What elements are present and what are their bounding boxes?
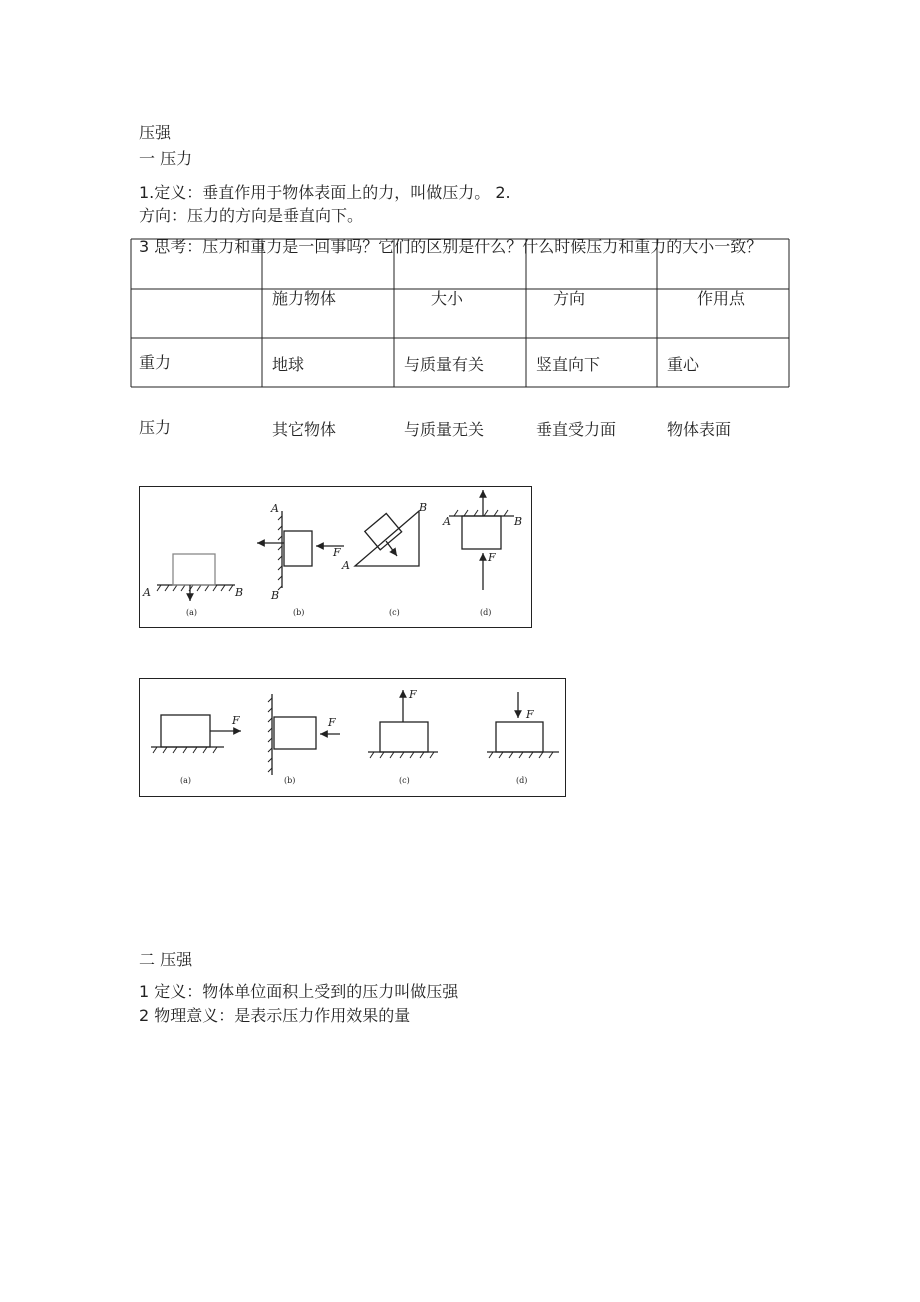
pressure-meaning: 2 物理意义：是表示压力作用效果的量 (139, 1006, 411, 1025)
table-row-label-gravity: 重力 (139, 353, 172, 372)
table-header-direction: 方向 (553, 289, 586, 308)
figure-1-label: A (143, 586, 151, 599)
figure-1-label: F (488, 551, 496, 564)
table-cell: 与质量无关 (404, 420, 485, 439)
section-heading-pressure-force: 一 压力 (139, 149, 193, 168)
pressure-definition: 1 定义：物体单位面积上受到的压力叫做压强 (139, 982, 459, 1001)
figure-1-label: F (333, 546, 341, 559)
direction-line: 方向：压力的方向是垂直向下。 (139, 206, 364, 225)
figure-1-caption: (a) (186, 608, 198, 617)
figure-1-label: B (419, 501, 428, 514)
figure-2-label: F (409, 688, 417, 701)
table-cell: 地球 (272, 355, 305, 374)
figure-1-label: B (235, 586, 244, 599)
figure-2-label: F (328, 716, 336, 729)
figure-1-label: A (443, 515, 451, 528)
figure-1-force-diagrams (139, 486, 533, 630)
figure-1-label: B (514, 515, 523, 528)
table-header-point: 作用点 (697, 289, 746, 308)
figure-1-caption: (d) (480, 608, 492, 617)
figure-2-caption: (d) (516, 776, 528, 785)
figure-2-label: F (526, 708, 534, 721)
thinking-question: 3 思考：压力和重力是一回事吗？它们的区别是什么？什么时候压力和重力的大小一致？ (139, 237, 763, 256)
table-header-source: 施力物体 (272, 289, 337, 308)
table-cell: 垂直受力面 (536, 420, 617, 439)
figure-1-label: A (342, 559, 350, 572)
figure-2-caption: (a) (180, 776, 192, 785)
table-row-label-pressure: 压力 (139, 418, 172, 437)
definition-line: 1.定义：垂直作用于物体表面上的力，叫做压力。 2. (139, 183, 511, 202)
page-title: 压强 (139, 123, 172, 142)
table-cell: 与质量有关 (404, 355, 485, 374)
table-cell: 物体表面 (667, 420, 732, 439)
figure-2-label: F (232, 714, 240, 727)
figure-1-label: B (271, 589, 280, 602)
table-header-magnitude: 大小 (431, 289, 464, 308)
table-cell: 竖直向下 (536, 355, 601, 374)
figure-2-force-diagrams (139, 678, 567, 799)
figure-2-caption: (b) (284, 776, 296, 785)
figure-1-label: A (271, 502, 279, 515)
table-cell: 重心 (667, 355, 700, 374)
section-heading-pressure: 二 压强 (139, 950, 193, 969)
figure-1-caption: (b) (293, 608, 305, 617)
figure-1-caption: (c) (389, 608, 400, 617)
figure-2-caption: (c) (399, 776, 410, 785)
table-cell: 其它物体 (272, 420, 337, 439)
